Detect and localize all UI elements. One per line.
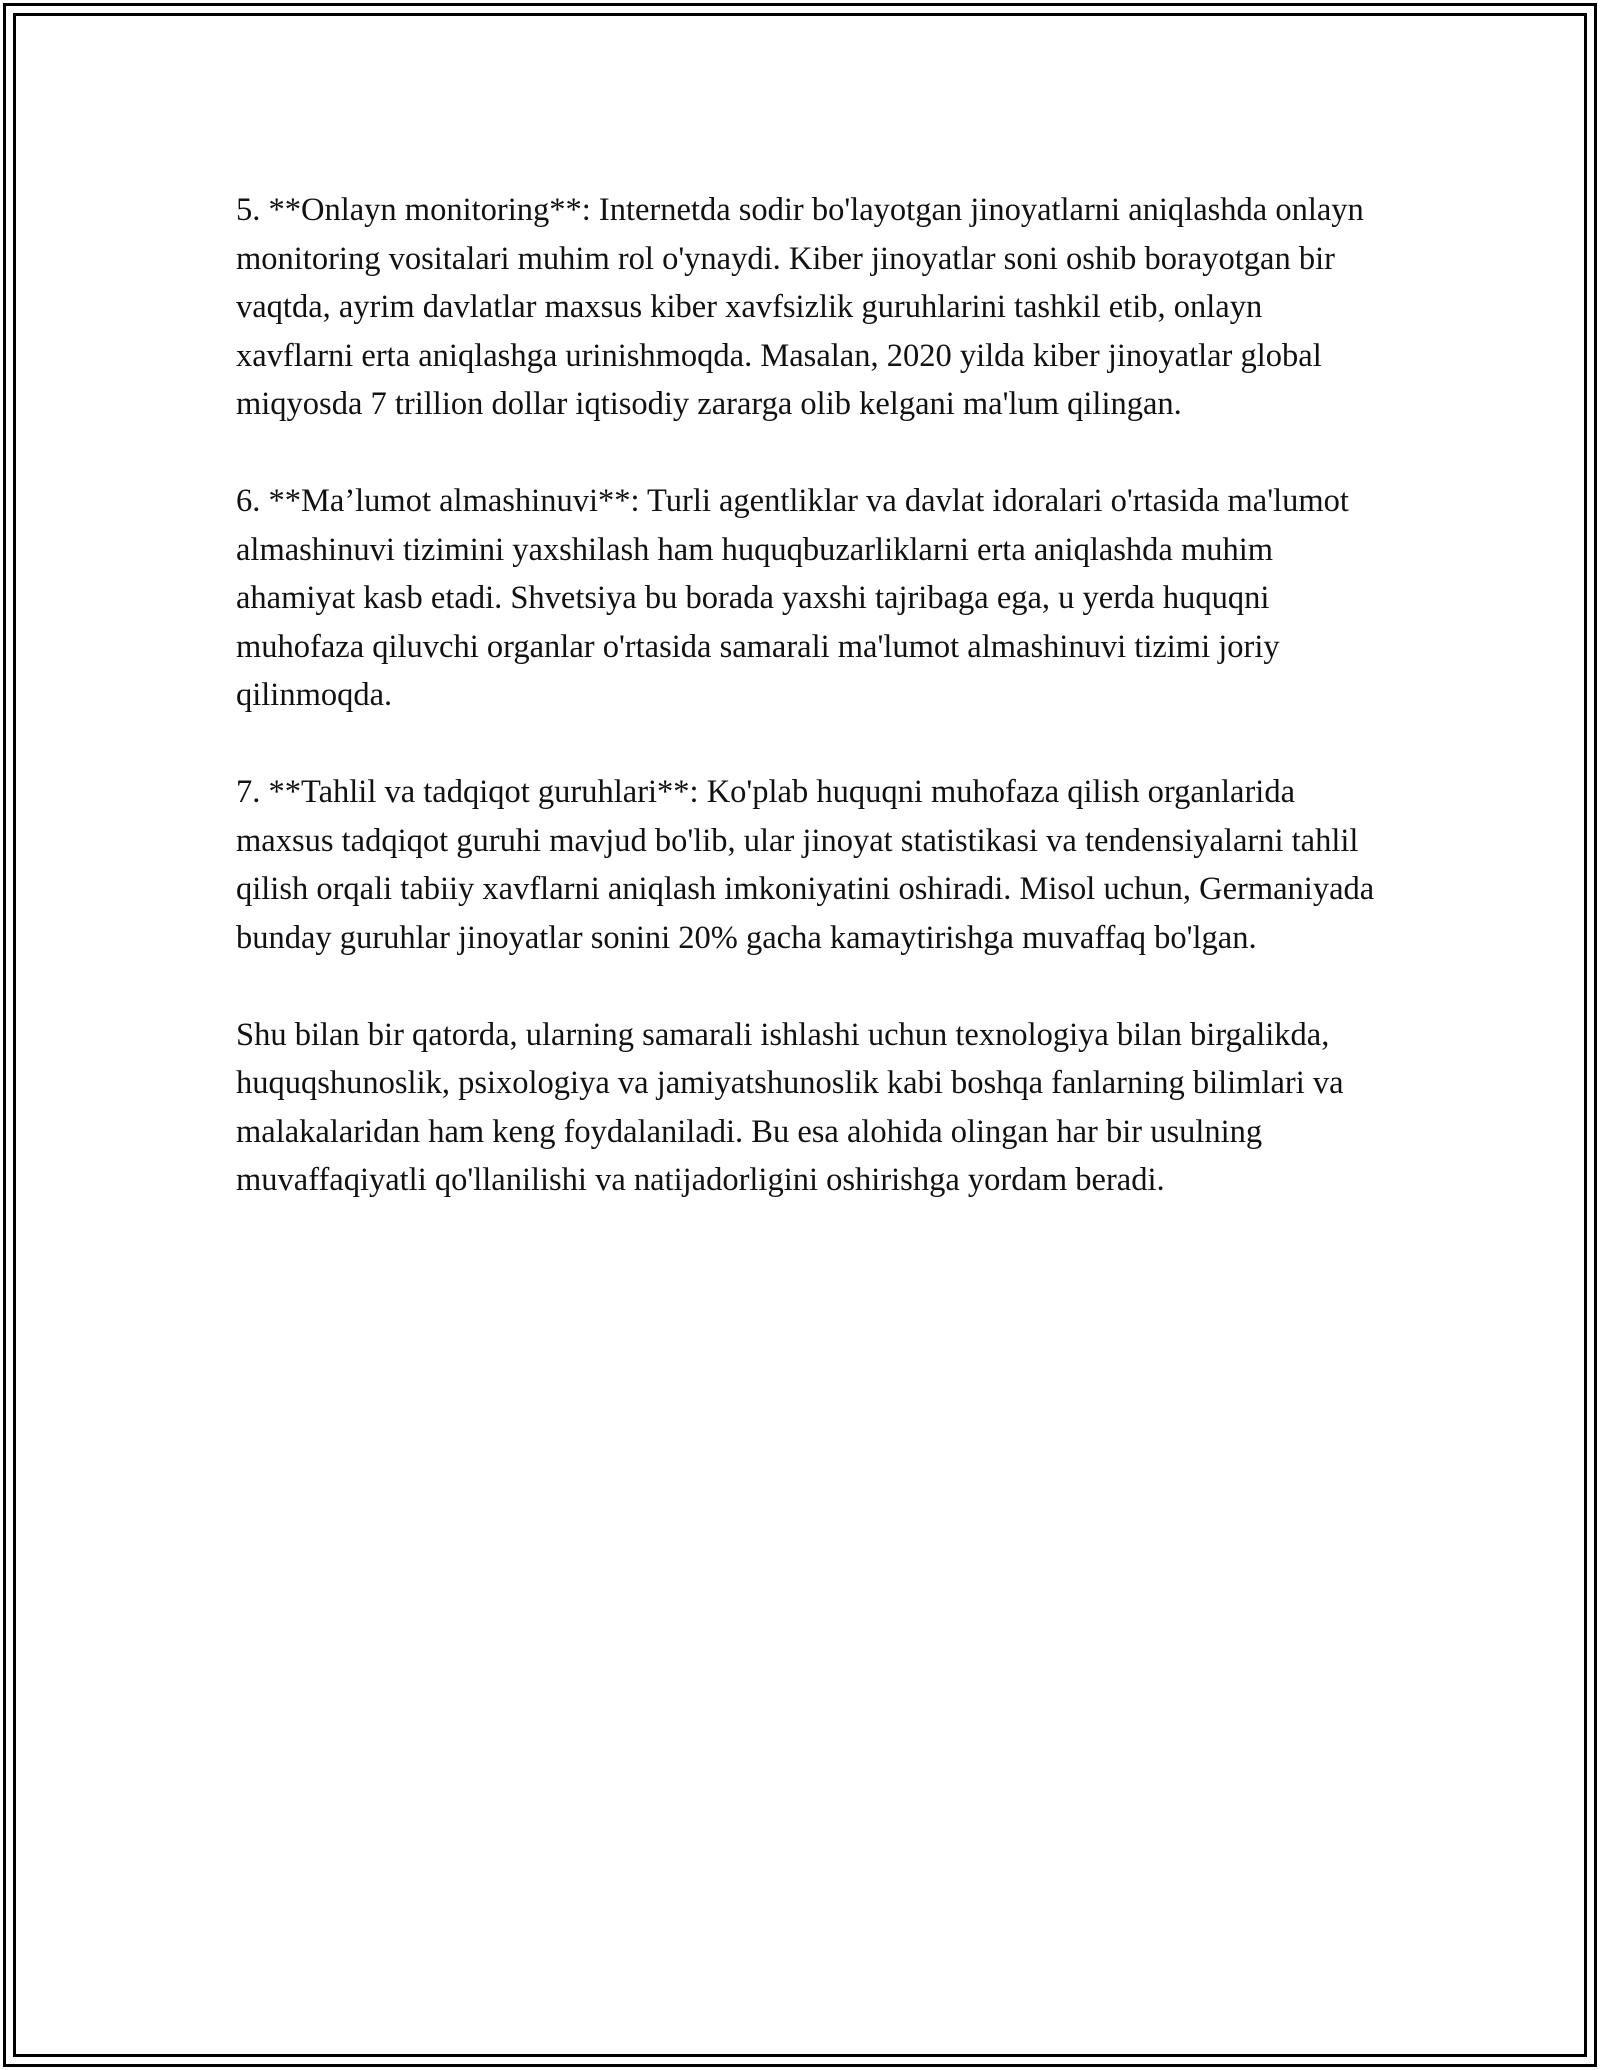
document-body	[236, 186, 1376, 1253]
paragraph-online-monitoring: 5. **Onlayn monitoring**: Internetda sodir bo'layotgan jinoyatlarni aniqlashda onlayn monitoring vositalari muhim rol o'ynaydi. Kiber jinoyatlar soni oshib borayotgan bir vaqtda, ayrim davlatlar maxsus kiber xavfsizlik guruhlarini tashkil etib, onlayn xavflarni erta aniqlashga urinishmoqda. Masalan, 2020 yilda kiber jinoyatlar global miqyosda 7 trillion dollar iqtisodiy zararga olib kelgani ma'lum qilingan.	[236, 192, 1364, 422]
paragraph-analysis-groups: 7. **Tahlil va tadqiqot guruhlari**: Ko'plab huquqni muhofaza qilish organlarida maxsus tadqiqot guruhi mavjud bo'lib, ular jinoyat statistikasi va tendensiyalarni tahlil qilish orqali tabiiy xavflarni aniqlash imkoniyatini oshiradi. Misol uchun, Germaniyada bunday guruhlar jinoyatlar sonini 20% gacha kamaytirishga muvaffaq bo'lgan.	[236, 774, 1375, 956]
paragraph-conclusion: Shu bilan bir qatorda, ularning samarali ishlashi uchun texnologiya bilan birgalikda, huquqshunoslik, psixologiya va jamiyatshunoslik kabi boshqa fanlarning bilimlari va malakalaridan ham keng foydalaniladi. Bu esa alohida olingan har bir usulning muvaffaqiyatli qo'llanilishi va natijadorligini oshirishga yordam beradi.	[236, 1016, 1344, 1198]
paragraph-data-exchange: 6. **Ma’lumot almashinuvi**: Turli agentliklar va davlat idoralari o'rtasida ma'lumot almashinuvi tizimini yaxshilash ham huquqbuzarliklarni erta aniqlashda muhim ahamiyat kasb etadi. Shvetsiya bu borada yaxshi tajribaga ega, u yerda huquqni muhofaza qiluvchi organlar o'rtasida samarali ma'lumot almashinuvi tizimi joriy qilinmoqda.	[236, 483, 1349, 713]
